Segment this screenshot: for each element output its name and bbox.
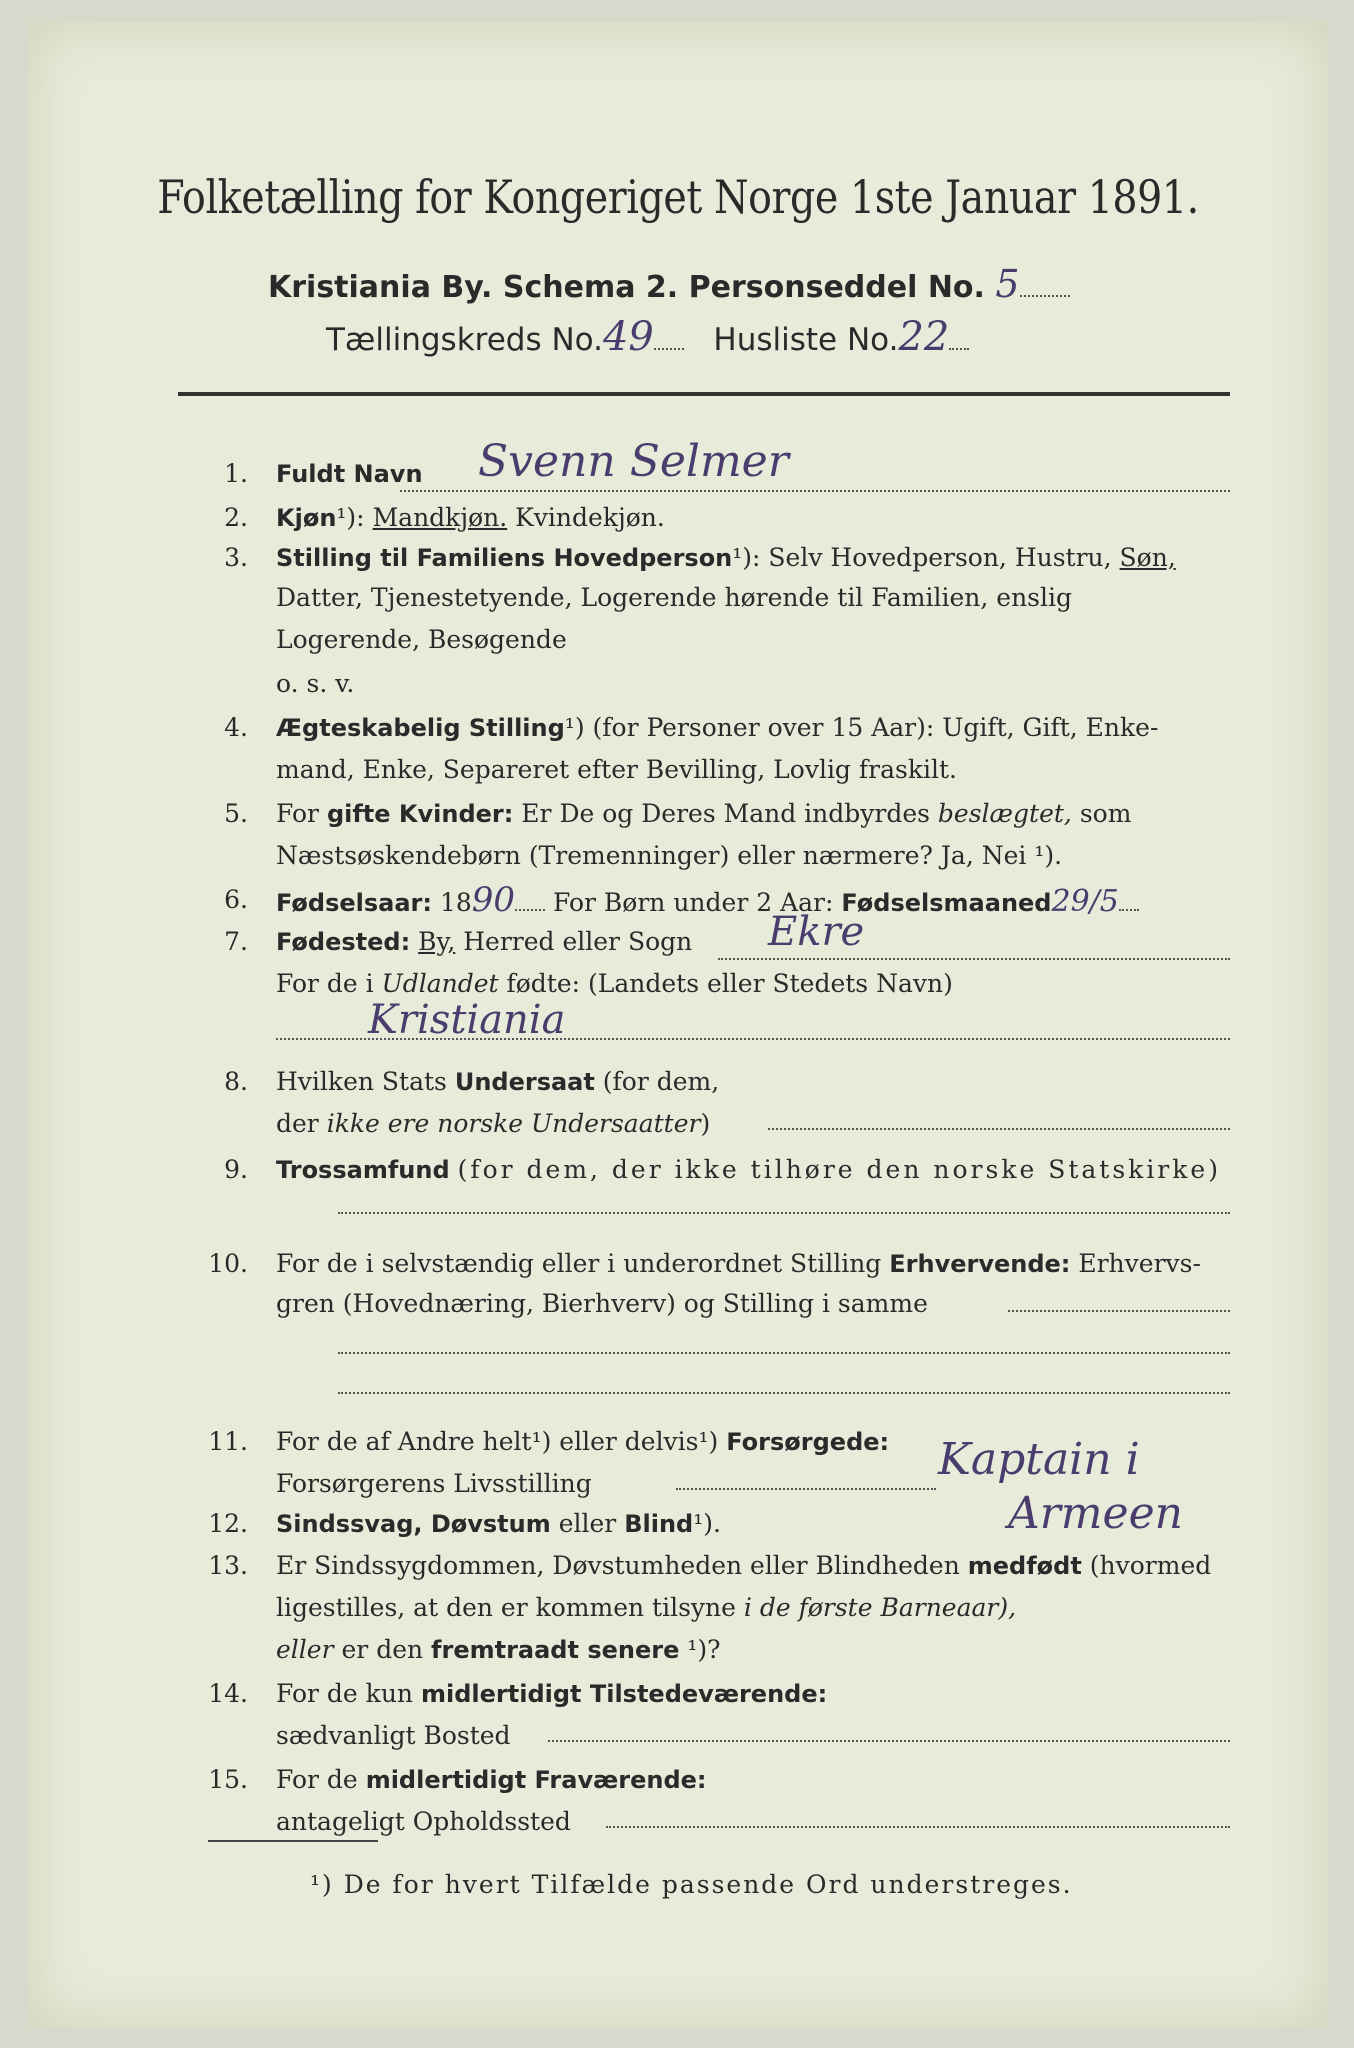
- footnote: ¹) De for hvert Tilfælde passende Ord understreges.: [310, 1870, 1073, 1899]
- item-label: Erhvervende:: [889, 1250, 1071, 1278]
- item-label: Stilling til Familiens Hovedperson: [276, 544, 733, 572]
- option-kvindekjon: Kvindekjøn.: [515, 503, 665, 532]
- option-mandkjon: Mandkjøn.: [372, 503, 508, 532]
- fill-line: [606, 1826, 1230, 1828]
- item-label: gifte Kvinder:: [326, 800, 514, 828]
- item-label: Forsørgede:: [726, 1428, 890, 1456]
- option-son: Søn,: [1119, 543, 1176, 572]
- item-number: 6.: [224, 885, 248, 914]
- item-label: Trossamfund: [276, 1156, 450, 1184]
- krets-no: 49: [602, 314, 654, 360]
- item-label: Fuldt Navn: [276, 460, 423, 488]
- provider-occupation-value-2: Armeen: [1008, 1488, 1183, 1539]
- fill-line: [1008, 1310, 1230, 1312]
- item-label: Fødselsaar:: [276, 889, 432, 917]
- item-number: 9.: [224, 1155, 248, 1184]
- fill-line: [768, 1128, 1230, 1130]
- header-rule: [178, 392, 1230, 396]
- birth-year-value: 90: [471, 880, 516, 920]
- fill-line: [676, 1488, 936, 1490]
- full-name-value: Svenn Selmer: [478, 436, 789, 487]
- item-number: 4.: [224, 713, 248, 742]
- item-number: 1.: [224, 459, 248, 488]
- item-number: 5.: [224, 799, 248, 828]
- personseddel-no: 5: [995, 262, 1020, 306]
- item-label: midlertidigt Tilstedeværende:: [420, 1680, 828, 1708]
- husliste-no: 22: [898, 314, 950, 360]
- item-number: 15.: [208, 1765, 248, 1794]
- item-number: 10.: [208, 1249, 248, 1278]
- birth-month-value: 29/5: [1051, 884, 1119, 919]
- schema-line: [268, 262, 1070, 306]
- fill-line: [400, 490, 1230, 492]
- item-label: Undersaat: [454, 1068, 595, 1096]
- krets-label: Tællingskreds No.: [326, 322, 603, 358]
- item-label: Sindssvag, Døvstum: [276, 1510, 551, 1538]
- foreign-birthplace-value: Kristiania: [368, 997, 566, 1043]
- fill-line: [276, 1038, 1230, 1040]
- item-label: medfødt: [967, 1552, 1082, 1580]
- item-number: 3.: [224, 543, 248, 572]
- item-label: midlertidigt Fraværende:: [365, 1766, 707, 1794]
- fill-line: [718, 958, 1230, 960]
- fill-line: [338, 1392, 1230, 1394]
- item-number: 11.: [208, 1427, 248, 1456]
- footnote-rule: [208, 1840, 378, 1842]
- item-number: 13.: [208, 1551, 248, 1580]
- item-number: 12.: [208, 1509, 248, 1538]
- husliste-label: Husliste No.: [713, 322, 899, 358]
- form-title: Folketælling for Kongeriget Norge 1ste Januar 1891.: [157, 170, 1199, 224]
- fill-line: [338, 1352, 1230, 1354]
- item-label: Kjøn: [276, 504, 337, 532]
- item-label: Fødested:: [276, 928, 411, 956]
- item-number: 14.: [208, 1679, 248, 1708]
- birthplace-value: Ekre: [768, 909, 865, 955]
- item-number: 8.: [224, 1067, 248, 1096]
- item-number: 7.: [224, 927, 248, 956]
- fill-line: [548, 1740, 1230, 1742]
- item-label: Ægteskabelig Stilling: [276, 714, 565, 742]
- item-number: 2.: [224, 503, 248, 532]
- krets-line: [326, 314, 969, 360]
- schema-line-label: Kristiania By. Schema 2. Personseddel No.: [268, 270, 985, 305]
- census-form: Folketælling for Kongeriget Norge 1ste Januar 1891. Kristiania By. Schema 2. Personseddel No. 5 Tællingskreds No.49 Husliste No.22 1. Fuldt Navn Svenn Selmer 2. Kjøn¹): Mandkjøn. Kvindekjøn. 3. Stilling til Familiens Hovedperson¹): Selv Hovedperson, Hustru, Søn, Datter, Tjenestetyende, Logerende hørende til Familien, enslig Logerende, Besøgende o. s. v. 4. Ægteskabelig Stilling¹) (for Personer over 15 Aar): Ugift, Gift, Enke- mand, Enke, Separeret efter Bevilling, Lovlig fraskilt. 5. For gifte Kvinder: Er De og Deres Mand indbyrdes beslægtet, som Næstsøskendebørn (Tremenninger) eller nærmere? Ja, Nei ¹). 6. Fødselsaar: 1890 For Børn under 2 Aar: Fødselsmaaned29/5 7. Fødested: By, Herred eller Sogn Ekre For de i Udlandet fødte: (Landets eller Stedets Navn) Kristiania 8. Hvilken Stats Undersaat (for dem, der ikke ere norske Undersaatter) 9. Trossamfund (for dem, der ikke tilhøre den norske Statskirke) 10. For de i selvstændig eller i underordnet Stilling Erhvervende: Erhvervs- gren (Hovednæring, Bierhverv) og Stilling i samme 11. For de af Andre helt¹) eller delvis¹) Forsørgede: Forsørgerens Livsstilling Kaptain i Armeen 12. Sindssvag, Døvstum eller Blind¹). 13. Er Sindssygdommen, Døvstumheden eller Blindheden medfødt (hvormed ligestilles, at den er kommen tilsyne i de første Barneaar), eller er den fremtraadt senere ¹)? 14. For de kun midlertidigt Tilstedeværende: sædvanligt Bosted 15. For de midlertidigt Fraværende: antageligt Opholdssted ¹) De for hvert Tilfælde passende Ord understreges.: [28, 22, 1328, 2028]
- fill-line: [338, 1212, 1230, 1214]
- provider-occupation-value: Kaptain i: [938, 1434, 1140, 1485]
